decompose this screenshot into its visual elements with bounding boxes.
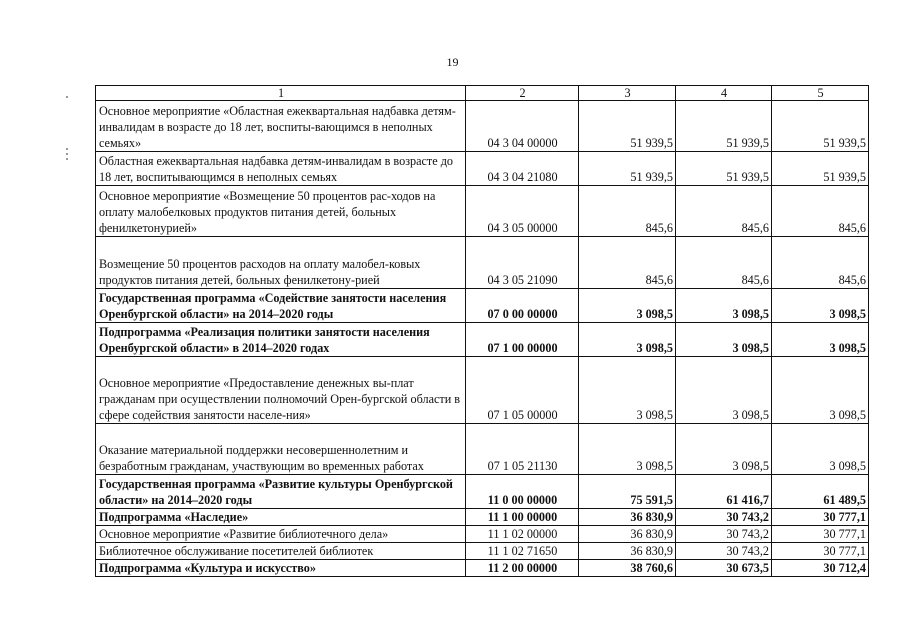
row-value-col4: 61 416,7: [676, 475, 772, 509]
table-row: [96, 237, 869, 289]
row-value-col3: 75 591,5: [579, 475, 676, 509]
row-value-col3: 3 098,5: [579, 424, 676, 475]
budget-table: [95, 85, 869, 577]
row-code: 11 1 02 71650: [466, 543, 579, 560]
table-row: [96, 475, 869, 509]
margin-mark: [66, 158, 68, 160]
row-name: Основное мероприятие «Предоставление денежных вы-плат гражданам при осуществлении полномочий Орен-бургской области в сфере содействия занятости населе-ния»: [96, 357, 466, 424]
row-value-col4: 30 743,2: [676, 526, 772, 543]
row-value-col5: 845,6: [772, 186, 869, 237]
row-name: Подпрограмма «Культура и искусство»: [96, 560, 466, 577]
table-header-row: [96, 86, 869, 101]
table-row: [96, 152, 869, 186]
row-value-col4: 30 743,2: [676, 509, 772, 526]
row-name: Государственная программа «Содействие занятости населения Оренбургской области» на 2014–2020 годы: [96, 289, 466, 323]
row-name: Оказание материальной поддержки несовершеннолетним и безработным гражданам, участвующим во временных работах: [96, 424, 466, 475]
row-name: Библиотечное обслуживание посетителей библиотек: [96, 543, 466, 560]
row-value-col5: 51 939,5: [772, 101, 869, 152]
table-row: [96, 424, 869, 475]
row-value-col3: 36 830,9: [579, 543, 676, 560]
row-code: 11 0 00 00000: [466, 475, 579, 509]
row-code: 07 1 00 00000: [466, 323, 579, 357]
table-row: [96, 560, 869, 577]
row-value-col3: 3 098,5: [579, 357, 676, 424]
margin-mark: [66, 148, 68, 150]
row-code: 07 0 00 00000: [466, 289, 579, 323]
row-value-col3: 36 830,9: [579, 509, 676, 526]
column-header: 2: [466, 86, 579, 101]
row-value-col4: 3 098,5: [676, 323, 772, 357]
row-value-col5: 30 777,1: [772, 526, 869, 543]
column-header: 1: [96, 86, 466, 101]
table-row: [96, 509, 869, 526]
row-code: 07 1 05 21130: [466, 424, 579, 475]
row-value-col5: 3 098,5: [772, 357, 869, 424]
row-name: Основное мероприятие «Возмещение 50 процентов рас-ходов на оплату малобелковых продуктов питания детей, больных фенилкетонурией»: [96, 186, 466, 237]
table-row: [96, 186, 869, 237]
row-value-col4: 3 098,5: [676, 289, 772, 323]
row-name: Подпрограмма «Наследие»: [96, 509, 466, 526]
table-row: [96, 101, 869, 152]
row-value-col3: 3 098,5: [579, 323, 676, 357]
table-row: [96, 323, 869, 357]
row-value-col5: 61 489,5: [772, 475, 869, 509]
row-value-col4: 3 098,5: [676, 424, 772, 475]
row-value-col4: 30 673,5: [676, 560, 772, 577]
table-row: [96, 357, 869, 424]
row-code: 11 2 00 00000: [466, 560, 579, 577]
row-name: Подпрограмма «Реализация политики занятости населения Оренбургской области» в 2014–2020 годах: [96, 323, 466, 357]
column-header: 4: [676, 86, 772, 101]
row-value-col5: 845,6: [772, 237, 869, 289]
row-name: Основное мероприятие «Областная ежеквартальная надбавка детям-инвалидам в возрасте до 18 лет, воспиты-вающимся в неполных семьях»: [96, 101, 466, 152]
row-value-col4: 51 939,5: [676, 152, 772, 186]
row-code: 07 1 05 00000: [466, 357, 579, 424]
row-value-col5: 3 098,5: [772, 323, 869, 357]
row-value-col5: 3 098,5: [772, 289, 869, 323]
page-number: 19: [446, 55, 459, 69]
row-code: 11 1 00 00000: [466, 509, 579, 526]
row-value-col3: 36 830,9: [579, 526, 676, 543]
row-value-col3: 845,6: [579, 186, 676, 237]
margin-mark: [66, 96, 68, 98]
row-value-col4: 30 743,2: [676, 543, 772, 560]
table-row: [96, 526, 869, 543]
row-value-col4: 845,6: [676, 237, 772, 289]
row-value-col5: 30 777,1: [772, 509, 869, 526]
row-code: 04 3 05 00000: [466, 186, 579, 237]
column-header: 3: [579, 86, 676, 101]
row-value-col3: 38 760,6: [579, 560, 676, 577]
row-value-col3: 845,6: [579, 237, 676, 289]
row-value-col3: 3 098,5: [579, 289, 676, 323]
row-value-col3: 51 939,5: [579, 101, 676, 152]
row-value-col4: 3 098,5: [676, 357, 772, 424]
row-value-col3: 51 939,5: [579, 152, 676, 186]
row-code: 04 3 05 21090: [466, 237, 579, 289]
table-row: [96, 543, 869, 560]
row-code: 04 3 04 21080: [466, 152, 579, 186]
row-name: Основное мероприятие «Развитие библиотечного дела»: [96, 526, 466, 543]
row-value-col5: 3 098,5: [772, 424, 869, 475]
margin-mark: [66, 153, 68, 155]
row-value-col5: 51 939,5: [772, 152, 869, 186]
row-value-col4: 51 939,5: [676, 101, 772, 152]
row-value-col5: 30 712,4: [772, 560, 869, 577]
row-value-col5: 30 777,1: [772, 543, 869, 560]
row-value-col4: 845,6: [676, 186, 772, 237]
row-name: Областная ежеквартальная надбавка детям-инвалидам в возрасте до 18 лет, воспитывающимся в неполных семьях: [96, 152, 466, 186]
row-name: Государственная программа «Развитие культуры Оренбургской области» на 2014–2020 годы: [96, 475, 466, 509]
row-name: Возмещение 50 процентов расходов на оплату малобел-ковых продуктов питания детей, больных фенилкетону-рией: [96, 237, 466, 289]
column-header: 5: [772, 86, 869, 101]
row-code: 04 3 04 00000: [466, 101, 579, 152]
table-row: [96, 289, 869, 323]
row-code: 11 1 02 00000: [466, 526, 579, 543]
